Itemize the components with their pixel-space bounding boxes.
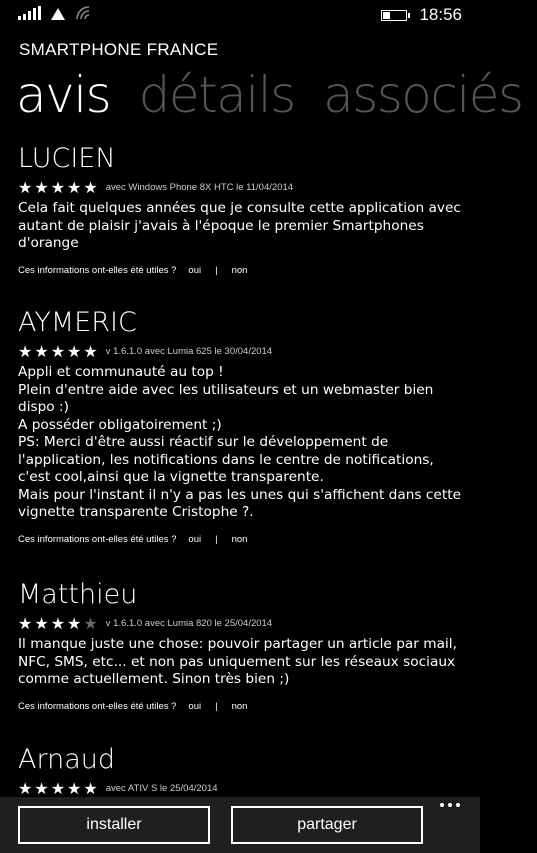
review-author: LUCIEN xyxy=(18,143,116,174)
helpful-question: Ces informations ont-elles été utiles ? xyxy=(18,700,177,712)
rating-stars xyxy=(18,177,98,197)
review-text: Cela fait quelques années que je consulte cette application avec autant de plaisir j'avais à l'époque le premier Smartphones d'orange xyxy=(18,200,461,251)
rating-stars xyxy=(18,341,98,361)
review-text: Il manque juste une chose: pouvoir partager un article par mail, NFC, SMS, etc... et non pas uniquement sur les réseaux sociaux comme actuellement. Sinon très bien ;) xyxy=(18,636,457,687)
star-empty-icon: ★ xyxy=(83,613,98,633)
share-button[interactable]: partager xyxy=(231,806,423,844)
helpful-prompt xyxy=(18,265,468,276)
helpful-no-link[interactable]: non xyxy=(231,700,248,712)
review-meta xyxy=(18,179,468,196)
pivot-associes[interactable]: associés xyxy=(323,66,523,124)
star-filled-icon: ★ xyxy=(50,177,66,197)
reviews-list[interactable] xyxy=(18,140,468,801)
helpful-no-link[interactable]: non xyxy=(231,264,248,276)
star-filled-icon: ★ xyxy=(83,341,98,361)
install-button[interactable]: installer xyxy=(18,806,210,844)
star-filled-icon: ★ xyxy=(18,613,33,633)
star-filled-icon: ★ xyxy=(83,778,98,798)
star-filled-icon: ★ xyxy=(67,341,82,361)
star-filled-icon: ★ xyxy=(67,613,82,633)
clock: 18:56 xyxy=(419,5,462,24)
review-meta xyxy=(18,343,468,360)
helpful-yes-link[interactable]: oui xyxy=(188,264,202,276)
review-item xyxy=(18,741,468,801)
star-filled-icon: ★ xyxy=(18,341,33,361)
status-bar xyxy=(0,0,480,30)
star-filled-icon: ★ xyxy=(34,341,49,361)
helpful-question: Ces informations ont-elles été utiles ? xyxy=(18,533,177,545)
review-meta xyxy=(18,615,468,632)
review-author: Arnaud xyxy=(18,744,116,775)
signal-icon xyxy=(18,6,41,20)
star-filled-icon: ★ xyxy=(34,177,49,197)
helpful-separator: | xyxy=(215,533,218,545)
star-filled-icon: ★ xyxy=(83,177,98,197)
pivot-header xyxy=(16,66,537,124)
star-filled-icon: ★ xyxy=(50,613,66,633)
star-filled-icon: ★ xyxy=(67,778,82,798)
star-filled-icon: ★ xyxy=(34,778,49,798)
star-filled-icon: ★ xyxy=(18,778,33,798)
app-bar xyxy=(0,797,480,853)
helpful-yes-link[interactable]: oui xyxy=(188,700,202,712)
review-author: AYMERIC xyxy=(18,307,137,338)
review-text: Appli et communauté au top ! Plein d'entre aide avec les utilisateurs et un webmaster bien dispo :) A posséder obligatoirement ;) PS: Merci d'être aussi réactif sur le développement de l'application, les notifications dans le centre de notifications, c'est cool,ainsi que la vignette transparente. Mais pour l'instant il n'y a pas les unes qui s'affichent dans cette vignette transparente Cristophe ?. xyxy=(18,364,461,520)
review-item xyxy=(18,304,468,576)
review-item xyxy=(18,140,468,304)
review-meta-text: v 1.6.1.0 avec Lumia 625 le 30/04/2014 xyxy=(105,346,273,357)
pivot-avis[interactable]: avis xyxy=(16,66,111,124)
helpful-yes-link[interactable]: oui xyxy=(188,533,202,545)
helpful-prompt xyxy=(18,701,468,712)
network-icon xyxy=(51,8,65,20)
rating-stars xyxy=(18,778,98,798)
review-author: Matthieu xyxy=(18,579,138,610)
status-right xyxy=(381,5,462,25)
review-meta xyxy=(18,780,468,797)
helpful-separator: | xyxy=(215,700,218,712)
wifi-icon xyxy=(75,6,91,20)
helpful-separator: | xyxy=(215,264,218,276)
star-filled-icon: ★ xyxy=(67,177,82,197)
star-filled-icon: ★ xyxy=(34,613,49,633)
review-meta-text: avec ATIV S le 25/04/2014 xyxy=(105,783,218,794)
status-left xyxy=(18,6,91,20)
more-options-icon[interactable] xyxy=(440,803,460,807)
star-filled-icon: ★ xyxy=(50,341,66,361)
pivot-details[interactable]: détails xyxy=(138,66,295,124)
helpful-prompt xyxy=(18,534,468,545)
review-meta-text: v 1.6.1.0 avec Lumia 820 le 25/04/2014 xyxy=(105,618,273,629)
star-filled-icon: ★ xyxy=(18,177,33,197)
rating-stars xyxy=(18,613,98,633)
battery-icon xyxy=(381,10,407,21)
helpful-no-link[interactable]: non xyxy=(231,533,248,545)
review-item xyxy=(18,576,468,741)
review-meta-text: avec Windows Phone 8X HTC le 11/04/2014 xyxy=(105,182,294,193)
helpful-question: Ces informations ont-elles été utiles ? xyxy=(18,264,177,276)
app-title: SMARTPHONE FRANCE xyxy=(19,40,219,59)
star-filled-icon: ★ xyxy=(50,778,66,798)
